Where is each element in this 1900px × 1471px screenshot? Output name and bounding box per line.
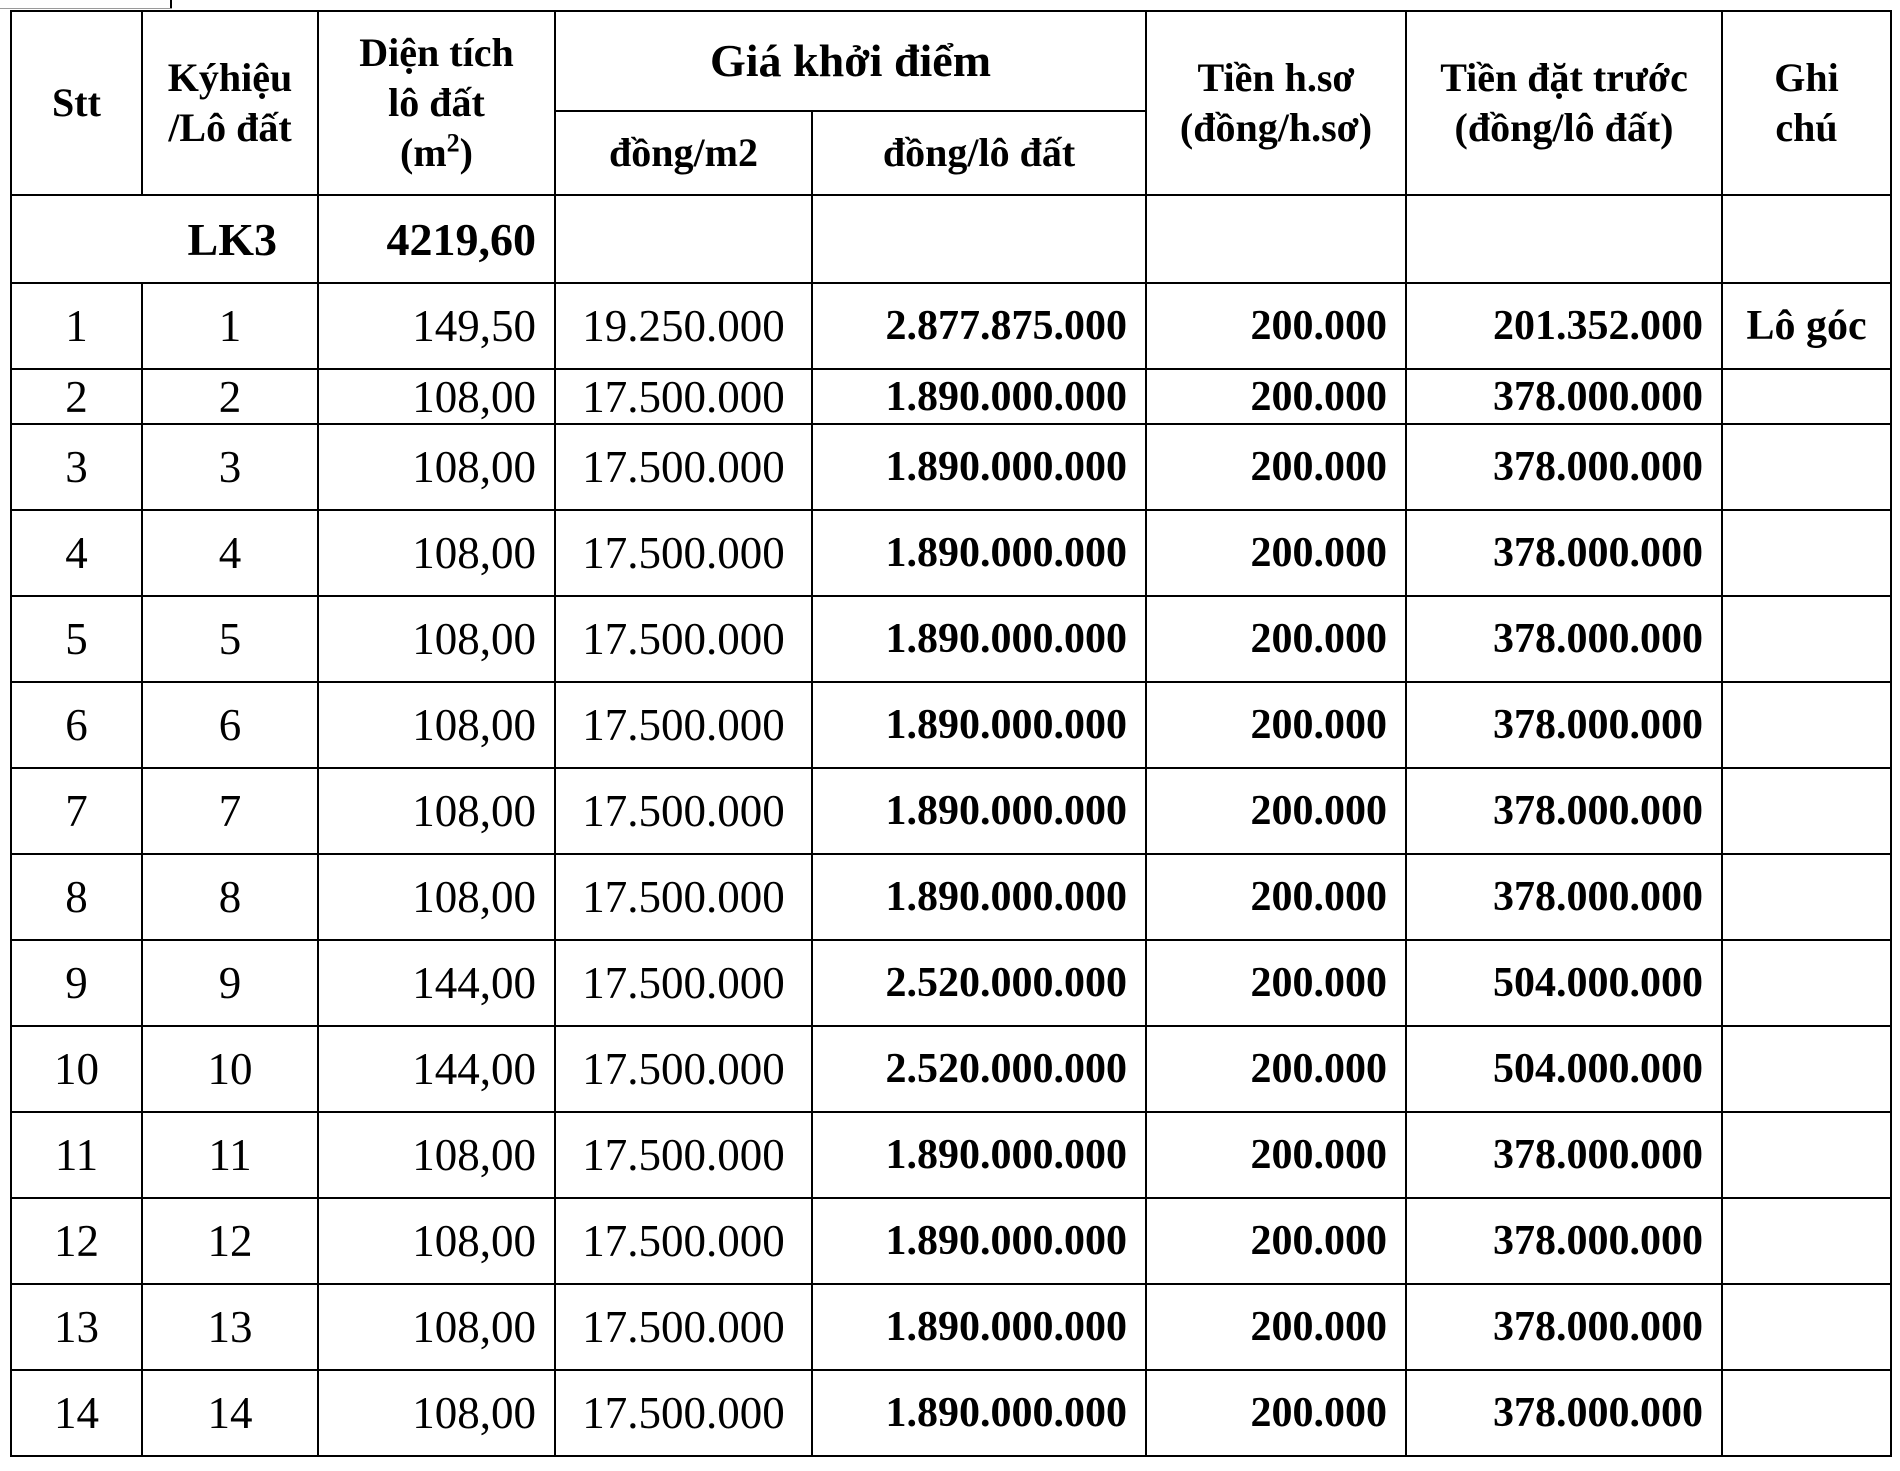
row-kyhieu: 11 [142,1112,318,1198]
row-price-m2: 19.250.000 [555,283,812,369]
land-auction-table [10,10,1892,1457]
row-price-m2: 17.500.000 [555,1370,812,1456]
row-note [1722,940,1891,1026]
group-empty-cell [1146,195,1406,283]
table-row [11,940,1891,1026]
row-kyhieu: 8 [142,854,318,940]
row-price-lot: 1.890.000.000 [812,1370,1146,1456]
row-stt: 2 [11,369,142,424]
table-row [11,1284,1891,1370]
row-price-lot: 1.890.000.000 [812,682,1146,768]
row-area: 108,00 [318,1198,555,1284]
row-fee: 200.000 [1146,369,1406,424]
row-kyhieu: 5 [142,596,318,682]
row-price-lot: 2.520.000.000 [812,940,1146,1026]
row-price-lot: 2.877.875.000 [812,283,1146,369]
header-ghichu: Ghi chú [1722,11,1891,195]
row-fee: 200.000 [1146,596,1406,682]
row-area: 108,00 [318,596,555,682]
table-row [11,369,1891,424]
row-note [1722,1284,1891,1370]
row-kyhieu: 13 [142,1284,318,1370]
row-fee: 200.000 [1146,283,1406,369]
group-total-area: 4219,60 [318,195,555,283]
table-row [11,1112,1891,1198]
header-dong-lodat: đồng/lô đất [812,111,1146,195]
table-row [11,1370,1891,1456]
row-kyhieu: 10 [142,1026,318,1112]
row-price-lot: 1.890.000.000 [812,424,1146,510]
row-area: 108,00 [318,424,555,510]
row-stt: 5 [11,596,142,682]
group-empty-cell [555,195,812,283]
row-price-m2: 17.500.000 [555,596,812,682]
table-row [11,682,1891,768]
row-area: 108,00 [318,682,555,768]
table-row [11,1026,1891,1112]
row-price-lot: 1.890.000.000 [812,768,1146,854]
table-row [11,854,1891,940]
row-price-m2: 17.500.000 [555,1284,812,1370]
group-empty-cell [1406,195,1722,283]
page-margin-line [0,8,172,9]
row-note [1722,596,1891,682]
row-deposit: 378.000.000 [1406,424,1722,510]
row-price-m2: 17.500.000 [555,1112,812,1198]
row-stt: 11 [11,1112,142,1198]
row-price-m2: 17.500.000 [555,940,812,1026]
row-deposit: 378.000.000 [1406,369,1722,424]
row-stt: 8 [11,854,142,940]
row-area: 108,00 [318,854,555,940]
row-note [1722,1198,1891,1284]
row-deposit: 504.000.000 [1406,940,1722,1026]
row-kyhieu: 7 [142,768,318,854]
row-stt: 4 [11,510,142,596]
row-fee: 200.000 [1146,1112,1406,1198]
header-dong-m2: đồng/m2 [555,111,812,195]
row-stt: 7 [11,768,142,854]
table-row [11,596,1891,682]
row-stt: 1 [11,283,142,369]
group-empty-cell [812,195,1146,283]
row-fee: 200.000 [1146,940,1406,1026]
row-note: Lô góc [1722,283,1891,369]
row-price-m2: 17.500.000 [555,369,812,424]
row-price-lot: 1.890.000.000 [812,1198,1146,1284]
row-fee: 200.000 [1146,1198,1406,1284]
row-kyhieu: 1 [142,283,318,369]
row-stt: 13 [11,1284,142,1370]
table-row [11,283,1891,369]
row-stt: 12 [11,1198,142,1284]
row-area: 108,00 [318,1284,555,1370]
row-stt: 10 [11,1026,142,1112]
row-kyhieu: 4 [142,510,318,596]
row-area: 144,00 [318,1026,555,1112]
header-row [11,11,1891,111]
row-area: 108,00 [318,1112,555,1198]
row-note [1722,1112,1891,1198]
group-row [11,195,1891,283]
row-area: 108,00 [318,1370,555,1456]
row-deposit: 378.000.000 [1406,854,1722,940]
row-price-lot: 1.890.000.000 [812,854,1146,940]
row-stt: 6 [11,682,142,768]
row-fee: 200.000 [1146,424,1406,510]
header-tiendattruoc: Tiền đặt trước (đồng/lô đất) [1406,11,1722,195]
row-fee: 200.000 [1146,768,1406,854]
row-fee: 200.000 [1146,682,1406,768]
row-note [1722,510,1891,596]
row-fee: 200.000 [1146,854,1406,940]
row-deposit: 378.000.000 [1406,768,1722,854]
table-row [11,768,1891,854]
row-deposit: 378.000.000 [1406,596,1722,682]
row-price-lot: 1.890.000.000 [812,1112,1146,1198]
row-note [1722,682,1891,768]
header-tienhoso: Tiền h.sơ (đồng/h.sơ) [1146,11,1406,195]
row-note [1722,424,1891,510]
row-price-lot: 1.890.000.000 [812,596,1146,682]
row-area: 108,00 [318,768,555,854]
table-row [11,424,1891,510]
table-row [11,510,1891,596]
header-dientich: Diện tích lô đất $(m^2)$ [318,11,555,195]
group-name: LK3 [11,195,318,283]
row-price-m2: 17.500.000 [555,1026,812,1112]
row-price-lot: 1.890.000.000 [812,369,1146,424]
header-stt: Stt [11,11,142,195]
row-deposit: 378.000.000 [1406,1370,1722,1456]
row-area: 144,00 [318,940,555,1026]
table-row [11,1198,1891,1284]
row-deposit: 201.352.000 [1406,283,1722,369]
row-price-m2: 17.500.000 [555,768,812,854]
row-deposit: 378.000.000 [1406,1112,1722,1198]
row-kyhieu: 9 [142,940,318,1026]
row-fee: 200.000 [1146,1370,1406,1456]
row-note [1722,768,1891,854]
row-fee: 200.000 [1146,1026,1406,1112]
row-price-lot: 1.890.000.000 [812,510,1146,596]
row-area: 108,00 [318,510,555,596]
row-price-m2: 17.500.000 [555,854,812,940]
row-deposit: 378.000.000 [1406,682,1722,768]
row-kyhieu: 3 [142,424,318,510]
row-area: 108,00 [318,369,555,424]
row-kyhieu: 14 [142,1370,318,1456]
row-deposit: 378.000.000 [1406,1198,1722,1284]
row-price-lot: 1.890.000.000 [812,1284,1146,1370]
header-giakhoidiem: Giá khởi điểm [555,11,1146,111]
row-kyhieu: 2 [142,369,318,424]
row-stt: 14 [11,1370,142,1456]
row-deposit: 378.000.000 [1406,1284,1722,1370]
row-kyhieu: 12 [142,1198,318,1284]
row-fee: 200.000 [1146,1284,1406,1370]
row-price-lot: 2.520.000.000 [812,1026,1146,1112]
page-margin-mark [170,0,172,8]
row-stt: 9 [11,940,142,1026]
row-note [1722,1026,1891,1112]
row-note [1722,1370,1891,1456]
row-price-m2: 17.500.000 [555,1198,812,1284]
row-deposit: 504.000.000 [1406,1026,1722,1112]
row-price-m2: 17.500.000 [555,510,812,596]
row-price-m2: 17.500.000 [555,682,812,768]
row-stt: 3 [11,424,142,510]
row-fee: 200.000 [1146,510,1406,596]
group-empty-cell [1722,195,1891,283]
row-price-m2: 17.500.000 [555,424,812,510]
header-kyhieu: Kýhiệu /Lô đất [142,11,318,195]
row-kyhieu: 6 [142,682,318,768]
row-deposit: 378.000.000 [1406,510,1722,596]
row-area: 149,50 [318,283,555,369]
row-note [1722,854,1891,940]
row-note [1722,369,1891,424]
